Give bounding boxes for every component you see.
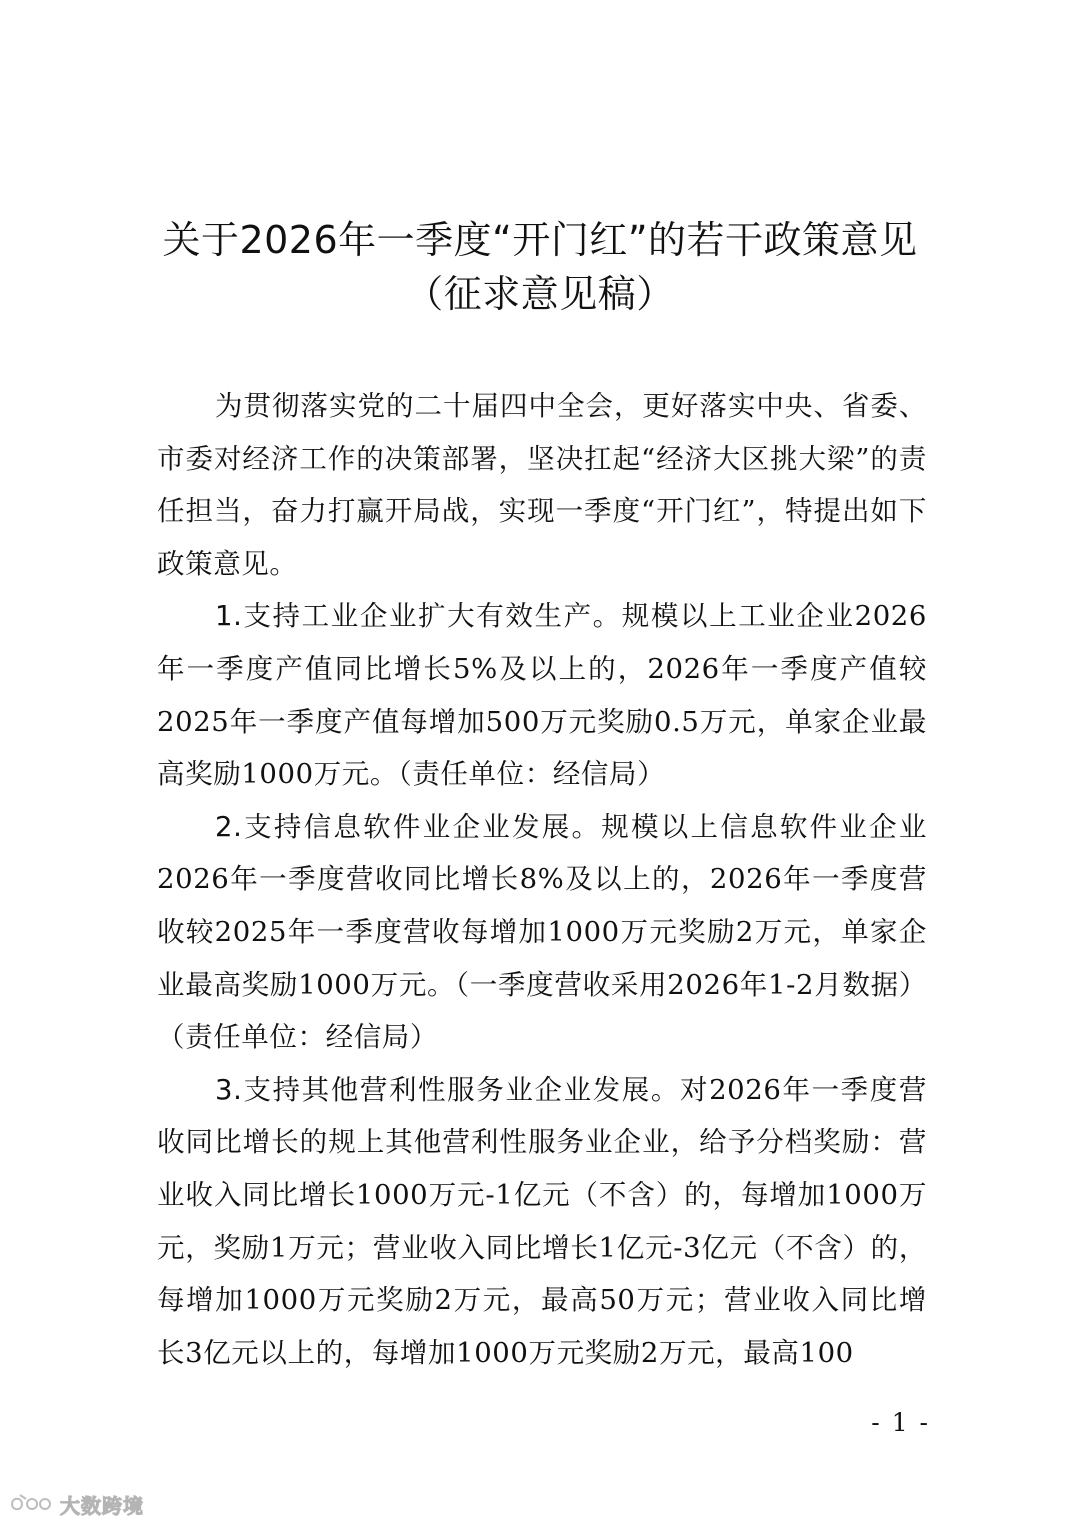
policy-item-3 [157,1064,927,1380]
document-subtitle: （征求意见稿） [405,272,675,316]
document-title: 关于2026年一季度“开门红”的若干政策意见 [162,218,918,262]
intro-paragraph: 为贯彻落实党的二十届四中全会，更好落实中央、省委、市委对经济工作的决策部署，坚决扛起“经济大区挑大梁”的责任担当，奋力打赢开局战，实现一季度“开门红”，特提出如下政策意见。 [157,390,927,580]
policy-item-1 [157,590,927,800]
page-number: - 1 - [871,1408,930,1437]
policy-item-2-text: 规模以上信息软件业企业2026年一季度营收同比增长8%及以上的，2026年一季度营收较2025年一季度营收每增加1000万元奖励2万元，单家企业最高奖励1000万元。（一季度营收采用2026年1-2月数据）（责任单位：经信局） [157,810,927,1054]
policy-item-3-heading: 3.支持其他营利性服务业企业发展。 [215,1073,680,1106]
policy-item-2 [157,801,927,1064]
policy-item-1-heading: 1.支持工业企业扩大有效生产。 [215,600,622,633]
policy-item-3-text: 对2026年一季度营收同比增长的规上其他营利性服务业企业，给予分档奖励：营业收入同比增长1000万元-1亿元（不含）的，每增加1000万元，奖励1万元；营业收入同比增长1亿元-3亿元（不含）的，每增加1000万元奖励2万元，最高50万元；营业收入同比增长3亿元以上的，每增加1000万元奖励2万元，最高100 [157,1073,927,1369]
policy-item-2-heading: 2.支持信息软件业企业发展。 [215,810,602,843]
watermark-text: 大数跨境 [60,1493,144,1518]
brand-logo-icon [8,1491,54,1517]
document-body [157,380,927,1379]
watermark [8,1488,144,1520]
policy-item-1-text: 规模以上工业企业2026年一季度产值同比增长5%及以上的，2026年一季度产值较2025年一季度产值每增加500万元奖励0.5万元，单家企业最高奖励1000万元。（责任单位：经信局） [157,600,927,791]
